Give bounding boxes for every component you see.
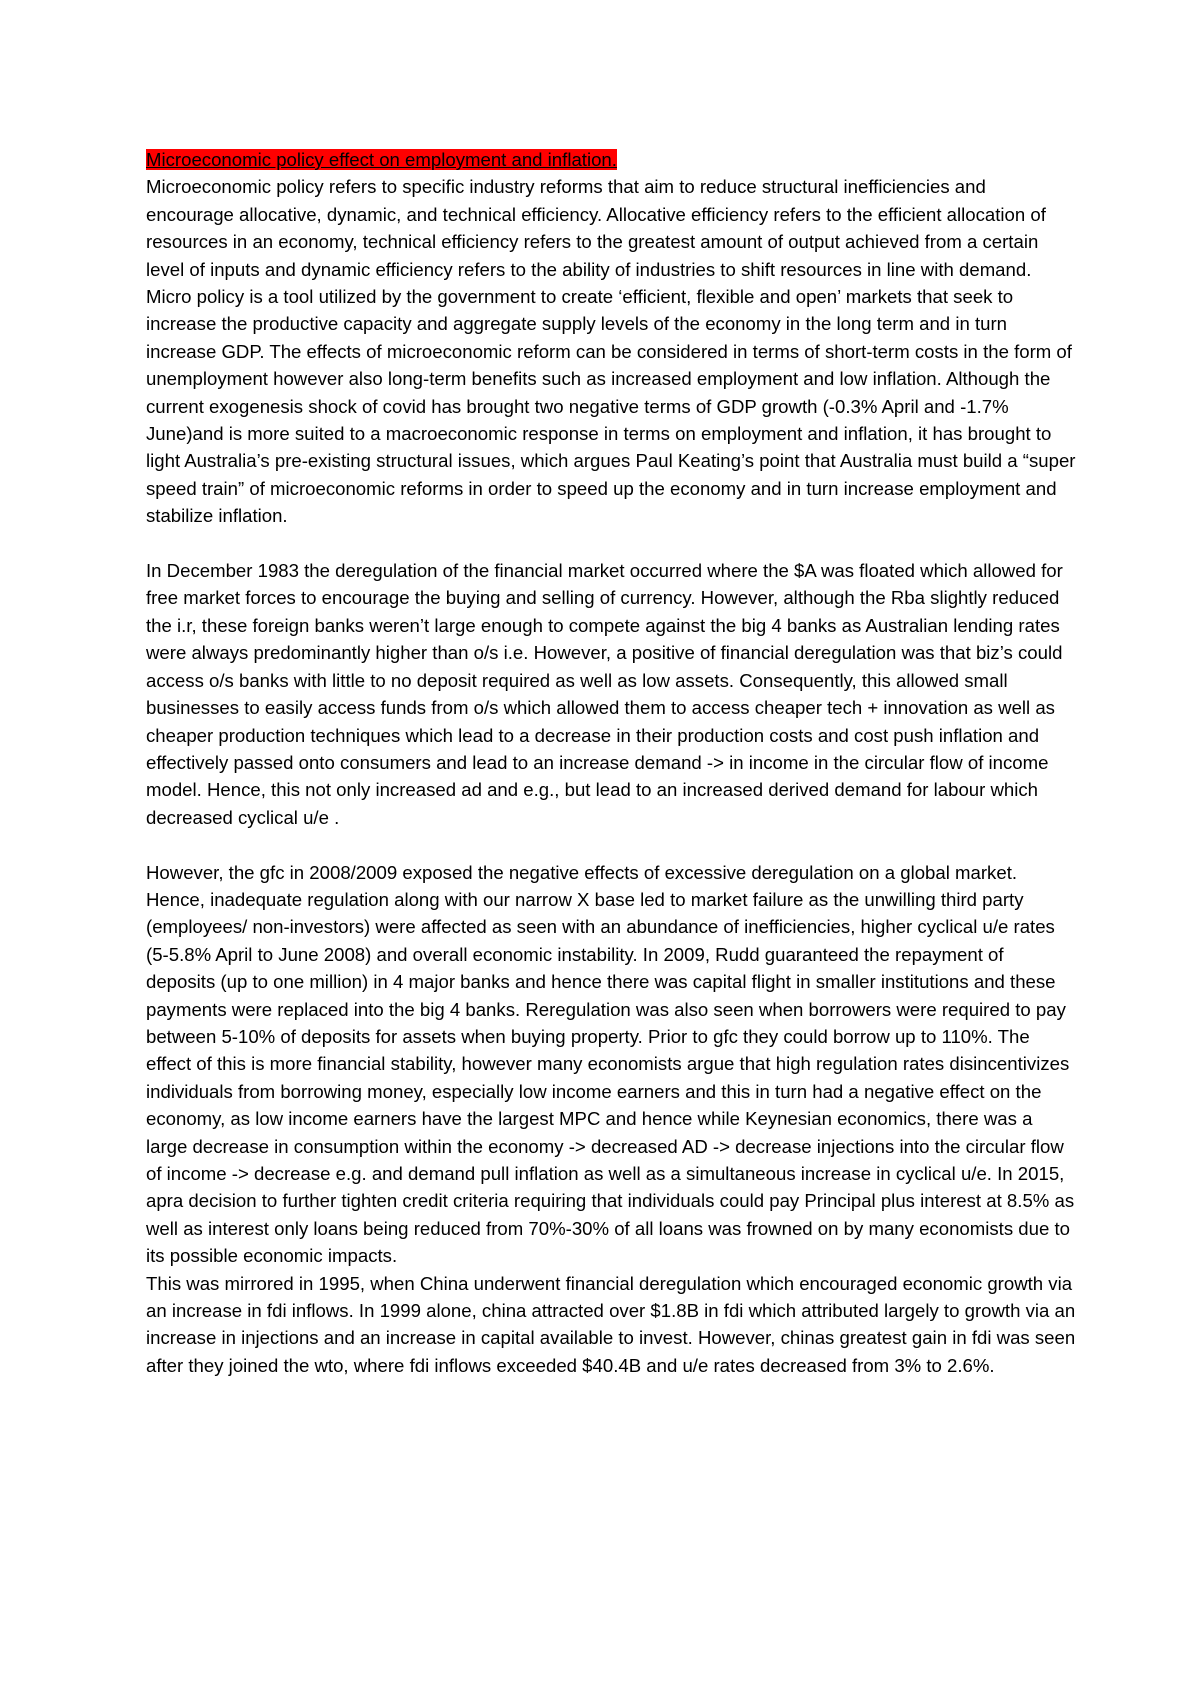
paragraph-deregulation-1983: In December 1983 the deregulation of the financial market occurred where the $A was floated which allowed for free market forces to encourage the buying and selling of currency. However, although the Rba slightly reduced the i.r, these foreign banks weren’t large enough to compete against the big 4 banks as Australian lending rates were always predominantly higher than o/s i.e. However, a positive of financial deregulation was that biz’s could access o/s banks with little to no deposit required as well as low assets. Consequently, this allowed small businesses to easily access funds from o/s which allowed them to access cheaper tech + innovation as well as cheaper production techniques which lead to a decrease in their production costs and cost push inflation and effectively passed onto consumers and lead to an increase demand -> in income in the circular flow of income model. Hence, this not only increased ad and e.g., but lead to an increased derived demand for labour which decreased cyclical u/e .	[146, 560, 1063, 828]
document-heading: Microeconomic policy effect on employment and inflation.	[146, 149, 617, 170]
paragraph-intro: Microeconomic policy refers to specific industry reforms that aim to reduce structural inefficiencies and encourage allocative, dynamic, and technical efficiency. Allocative efficiency refers to the efficient allocation of resources in an economy, technical efficiency refers to the greatest amount of output achieved from a certain level of inputs and dynamic efficiency refers to the ability of industries to shift resources in line with demand. Micro policy is a tool utilized by the government to create ‘efficient, flexible and open’ markets that seek to increase the productive capacity and aggregate supply levels of the economy in the long term and in turn increase GDP. The effects of microeconomic reform can be considered in terms of short-term costs in the form of unemployment however also long-term benefits such as increased employment and low inflation. Although the current exogenesis shock of covid has brought two negative terms of GDP growth (-0.3% April and -1.7% June)and is more suited to a macroeconomic response in terms on employment and inflation, it has brought to light Australia’s pre-existing structural issues, which argues Paul Keating’s point that Australia must build a “super speed train” of microeconomic reforms in order to speed up the economy and in turn increase employment and stabilize inflation.	[146, 176, 1076, 527]
document-page	[146, 146, 1076, 1379]
paragraph-gap	[146, 530, 1076, 557]
paragraph-gfc: However, the gfc in 2008/2009 exposed the negative effects of excessive deregulation on a global market. Hence, inadequate regulation along with our narrow X base led to market failure as the unwilling third party (employees/ non-investors) were affected as seen with an abundance of inefficiencies, higher cyclical u/e rates (5-5.8% April to June 2008) and overall economic instability. In 2009, Rudd guaranteed the repayment of deposits (up to one million) in 4 major banks and hence there was capital flight in smaller institutions and these payments were replaced into the big 4 banks. Reregulation was also seen when borrowers were required to pay between 5-10% of deposits for assets when buying property. Prior to gfc they could borrow up to 110%. The effect of this is more financial stability, however many economists argue that high regulation rates disincentivizes individuals from borrowing money, especially low income earners and this in turn had a negative effect on the economy, as low income earners have the largest MPC and hence while Keynesian economics, there was a large decrease in consumption within the economy -> decreased AD -> decrease injections into the circular flow of income -> decrease e.g. and demand pull inflation as well as a simultaneous increase in cyclical u/e. In 2015, apra decision to further tighten credit criteria requiring that individuals could pay Principal plus interest at 8.5% as well as interest only loans being reduced from 70%-30% of all loans was frowned on by many economists due to its possible economic impacts.	[146, 861, 1075, 1267]
heading-line	[146, 146, 1076, 173]
paragraph-gap	[146, 831, 1076, 858]
paragraph-china: This was mirrored in 1995, when China underwent financial deregulation which encouraged economic growth via an increase in fdi inflows. In 1999 alone, china attracted over $1.8B in fdi which attributed largely to growth via an increase in injections and an increase in capital available to invest. However, chinas greatest gain in fdi was seen after they joined the wto, where fdi inflows exceeded $40.4B and u/e rates decreased from 3% to 2.6%.	[146, 1272, 1076, 1376]
